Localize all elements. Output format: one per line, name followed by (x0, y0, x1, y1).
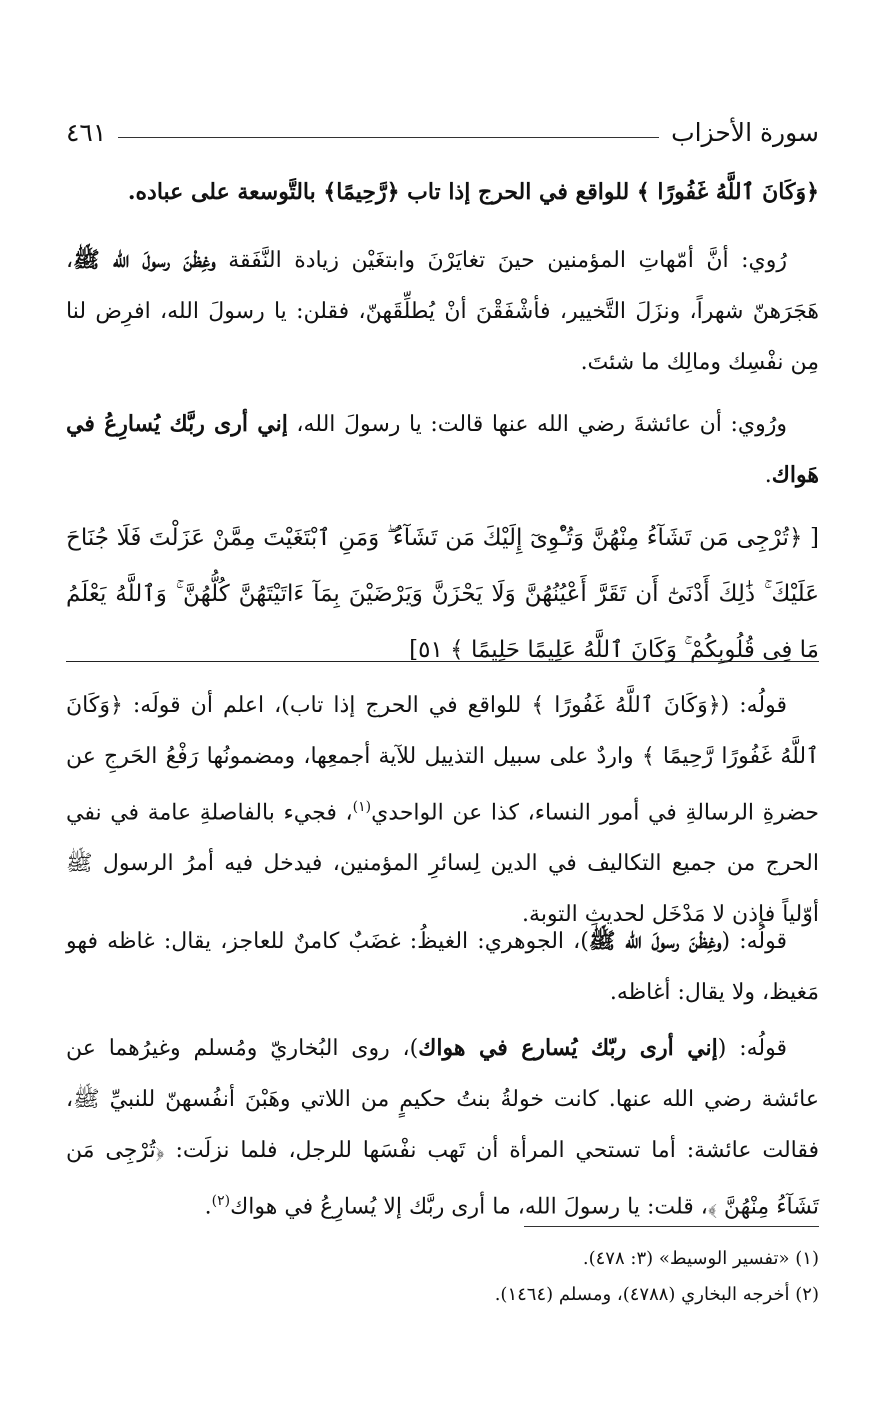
page-header (66, 112, 819, 152)
paragraph-riwaya-1 (66, 235, 819, 388)
paragraph-bold-text: وغِظْنَ رسولَ الله ﷺ (588, 928, 722, 954)
quran-verse-block (66, 510, 819, 678)
header-rule (118, 137, 659, 138)
paragraph-commentary-intro (66, 171, 819, 214)
paragraph-text: )، روى البُخاريّ ومُسلم وغيرُهما عن عائشة رضي الله عنها. كانت خولةُ بنتُ حكيمٍ من اللاتي وهَبْنَ أنفُسهنّ للنبيِّ ﷺ، فقالت عائشة: أما تستحي المرأة أن تَهب نفْسَها للرجل، فلما نزلَت: ﴿تُرْجِى مَن تَشَآءُ مِنْهُنَّ ﴾، قلت: يا رسولَ الله، ما أرى ربَّك إلا يُسارِعُ في هواك (66, 1036, 819, 1220)
paragraph-bold-text: وغِظْنَ رسولَ الله ﷺ (73, 247, 216, 273)
footnote-marker: (١) (795, 1248, 819, 1269)
paragraph-bold-text: إني أرى ربّك يُسارع في هواك (418, 1035, 718, 1061)
page-number: ٤٦١ (66, 117, 107, 147)
footnote-text: أخرجه البخاري (٤٧٨٨)، ومسلم (١٤٦٤). (494, 1284, 790, 1305)
paragraph-text: قولُه: ( (721, 929, 788, 954)
paragraph-text: قولُه: ( (717, 1036, 787, 1061)
footnote-marker: (٢) (795, 1284, 819, 1305)
paragraph-text: ، هَجَرَهنّ شهراً، ونزَلَ التَّخيير، فأشْفَقْنَ أنْ يُطلِّقَهنّ، فقلن: يا رسولَ الله، افرِض لنا مِن نفْسِك ومالِك ما شئتَ. (66, 248, 819, 375)
paragraph-commentary-3 (66, 1023, 819, 1232)
paragraph-commentary-1 (66, 680, 819, 940)
paragraph-text: )، الجوهري: الغيظُ: غضَبٌ كامنٌ للعاجز، يقال: غاظه فهو مَغيظ، ولا يقال: أغاظه. (66, 929, 819, 1005)
paragraph-text: ، فجيء بالفاصلةِ عامة في نفي الحرج من جميع التكاليف في الدين لِسائرِ المؤمنين، فيدخل فيه أمرُ الرسول ﷺ أوّلياً فإذن لا مَدْخَل لحديثِ التوبة. (66, 800, 819, 928)
surah-title: سورة الأحزاب (671, 117, 819, 147)
paragraph-text: ﴿وَكَانَ ٱللَّهُ غَفُورًا ﴾ للواقع في الحرج إذا تاب ﴿رَّحِيمًا﴾ بالتَّوسعة على عباده. (127, 179, 819, 205)
paragraph-commentary-2 (66, 916, 819, 1018)
footnote-divider (524, 1226, 819, 1227)
paragraph-riwaya-2 (66, 399, 819, 501)
paragraph-text: ورُوي: أن عائشةَ رضي الله عنها قالت: يا رسولَ الله، (287, 412, 787, 437)
footnote-text: «تفسير الوسيط» (٣: ٤٧٨). (582, 1248, 790, 1269)
verse-text: [ ﴿تُرْجِى مَن تَشَآءُ مِنْهُنَّ وَتُـْٔوِىٓ إِلَيْكَ مَن تَشَآءُ ۖ وَمَنِ ٱبْتَغَيْتَ مِمَّنْ عَزَلْتَ فَلَا جُنَاحَ عَلَيْكَ ۚ ذَٰلِكَ أَدْنَىٰٓ أَن تَقَرَّ أَعْيُنُهُنَّ وَلَا يَحْزَنَّ وَيَرْضَيْنَ بِمَآ ءَاتَيْتَهُنَّ كُلُّهُنَّ ۚ وَٱللَّهُ يَعْلَمُ مَا فِى قُلُوبِكُمْ ۚ وَكَانَ ٱللَّهُ عَلِيمًا حَلِيمًا ﴾ ٥١] (66, 525, 819, 663)
paragraph-text: رُوي: أنَّ أمّهاتِ المؤمنين حينَ تغايَرْنَ وابتغَيْن زيادة النَّفَقة (215, 248, 787, 273)
footnote-ref: (١) (352, 799, 372, 815)
section-divider (66, 661, 819, 662)
footnote-1 (66, 1244, 819, 1274)
paragraph-text: . (764, 463, 772, 488)
paragraph-text: . (204, 1194, 212, 1220)
footnote-2 (66, 1280, 819, 1310)
paragraph-bold-text: إني أرى ربَّك يُسارِعُ في هَواك (66, 411, 819, 488)
paragraph-text: قولُه: (﴿وَكَانَ ٱللَّهُ غَفُورًا ﴾ للواقع في الحرج إذا تاب)، اعلم أن قولَه: ﴿وَكَانَ ٱللَّهُ غَفُورًا رَّحِيمًا ﴾ واردٌ على سبيل التذييل للآية أجمعِها، ومضمونُها رَفْعُ الحَرجِ عن حضرةِ الرسالةِ في أمور النساء، كذا عن الواحدي (66, 693, 819, 826)
footnote-ref: (٢) (211, 1193, 231, 1209)
